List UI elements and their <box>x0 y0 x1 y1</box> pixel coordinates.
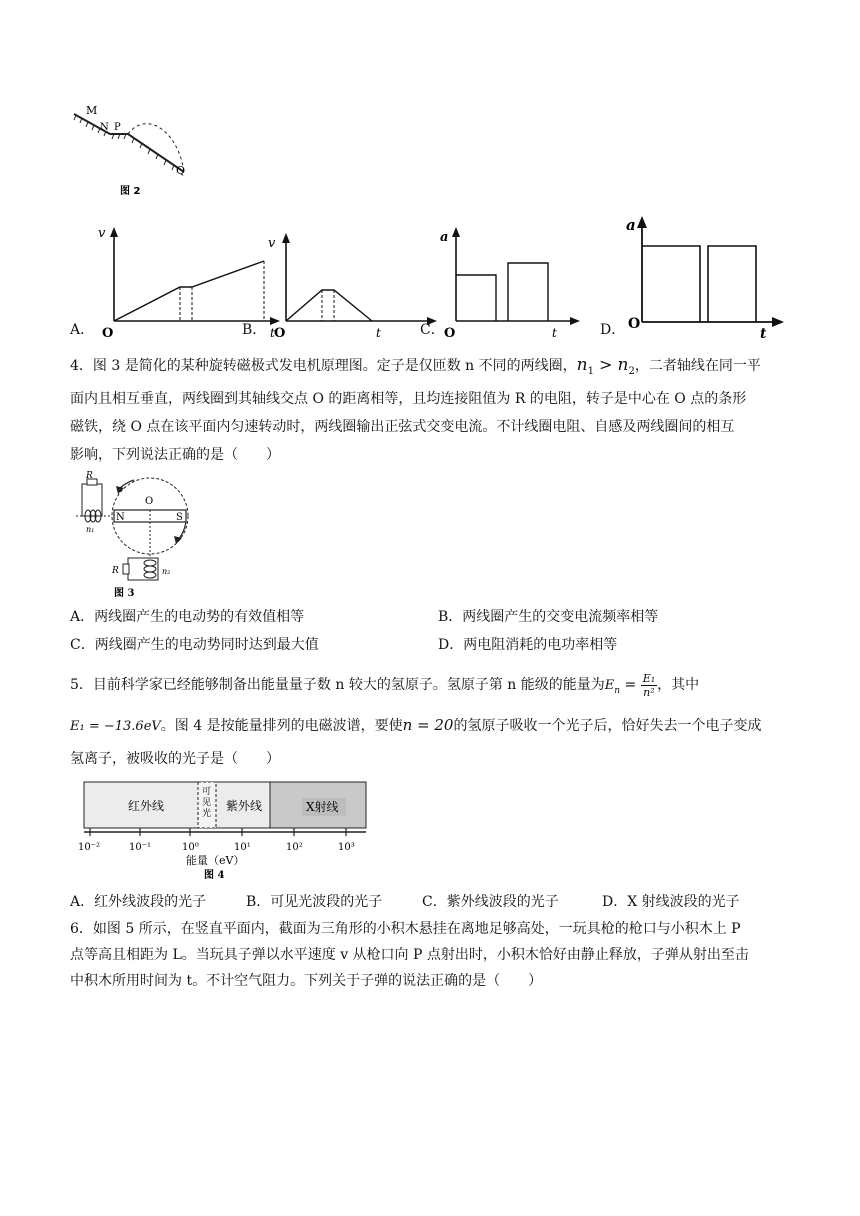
label-N: N <box>100 122 109 133</box>
label-P: P <box>114 122 121 133</box>
graph-A-letter: A． <box>70 322 95 338</box>
graph-C-x-label: t <box>552 326 557 340</box>
q5-option-A[interactable]: A．红外线波段的光子 <box>70 894 207 910</box>
fig3-n2: n₂ <box>162 567 171 576</box>
q5-fraction <box>641 672 657 699</box>
fig3-R-bottom: R <box>112 566 119 576</box>
q5-frac-den: n² <box>643 685 655 699</box>
band-visible-char: 见 <box>202 798 212 808</box>
q5-n20: n = 20 <box>402 716 454 734</box>
fig3-N: N <box>116 512 125 523</box>
graph-B-origin: O <box>274 326 286 341</box>
q4-line3: 磁铁，绕 O 点在该平面内匀速转动时，两线圈输出正弦式交变电流。不计线圈电阻、自感及两线圈间的相互 <box>70 419 735 435</box>
graph-D-x-label: t <box>760 326 767 342</box>
graph-D-letter: D． <box>600 322 626 338</box>
tick-label: 10⁻² <box>78 842 101 853</box>
band-visible-char: 光 <box>202 809 212 819</box>
q5-E1: E₁ = −13.6eV <box>70 719 161 734</box>
q4-n1-sub: 1 <box>587 365 594 377</box>
figure-3 <box>74 470 204 600</box>
q5-line1-pre: 5．目前科学家已经能够制备出能量量子数 n 较大的氢原子。氢原子第 n 能级的能量为 <box>70 677 605 693</box>
graph-A-origin: O <box>102 326 114 341</box>
fig3-S: S <box>176 512 183 523</box>
graph-B-y-label: v <box>268 236 276 251</box>
figure-2-caption: 图 2 <box>120 186 141 197</box>
graph-A-x-label: t <box>270 326 275 340</box>
q6-line2: 点等高且相距为 L。当玩具子弹以水平速度 v 从枪口向 P 点射出时，小积木恰好由静止释放，子弹从射出至击 <box>70 947 749 963</box>
q5-line2 <box>70 716 761 736</box>
q5-option-B[interactable]: B．可见光波段的光子 <box>246 894 383 910</box>
q5-option-D[interactable]: D．X 射线波段的光子 <box>602 894 740 910</box>
graph-D <box>626 212 786 340</box>
figure-4-diagram <box>76 778 376 884</box>
figure-3-caption: 图 3 <box>114 588 135 599</box>
q4-line4: 影响，下列说法正确的是（ ） <box>70 447 280 463</box>
q5-line1-post: ，其中 <box>657 677 700 693</box>
tick-label: 10⁰ <box>182 842 199 853</box>
figure-3-diagram <box>74 470 204 600</box>
graph-C-letter: C． <box>420 322 445 338</box>
q4-line1 <box>70 356 761 381</box>
q4-option-B[interactable]: B．两线圈产生的交变电流频率相等 <box>438 609 659 625</box>
tick-label: 10⁻¹ <box>129 842 152 853</box>
q5-frac-num: E₁ <box>642 671 656 685</box>
q5-line2-rest: 。图 4 是按能量排列的电磁波谱，要使 <box>160 718 403 734</box>
q5-line3: 氢离子，被吸收的光子是（ ） <box>70 751 280 767</box>
graph-C-y-label: a <box>440 230 449 245</box>
q4-option-D[interactable]: D．两电阻消耗的电功率相等 <box>438 637 618 653</box>
figure-4 <box>76 778 376 884</box>
q4-condition <box>576 355 635 377</box>
q4-line2: 面内且相互垂直，两线圈到其轴线交点 O 的距离相等，且均连接阻值为 R 的电阻，转子是中心在 O 点的条形 <box>70 391 747 407</box>
q4-line1-post: ，二者轴线在同一平 <box>634 358 761 374</box>
band-infrared: 红外线 <box>128 799 165 813</box>
figure-2 <box>66 100 196 200</box>
q5-En-sub: n <box>614 685 621 696</box>
q4-n1: n <box>576 355 588 375</box>
q5-En: E <box>604 678 615 693</box>
graph-D-origin: O <box>628 316 641 332</box>
q5-eq: = <box>620 677 641 693</box>
axis-energy-label: 能量（eV） <box>186 854 245 867</box>
band-xray: X射线 <box>306 800 339 814</box>
q5-option-C[interactable]: C．紫外线波段的光子 <box>422 894 559 910</box>
q6-line3: 中积木所用时间为 t。不计空气阻力。下列关于子弹的说法正确的是（ ） <box>70 973 543 989</box>
q5-line1 <box>70 670 699 700</box>
graph-B-letter: B． <box>242 322 267 338</box>
q4-gt: > <box>593 355 618 374</box>
q4-n2: n <box>617 355 629 375</box>
band-visible <box>202 786 211 819</box>
label-M: M <box>86 104 98 117</box>
tick-label: 10² <box>286 842 303 853</box>
q4-option-C[interactable]: C．两线圈产生的电动势同时达到最大值 <box>70 637 319 653</box>
q5-energy-formula <box>604 671 657 699</box>
fig3-n1: n₁ <box>86 525 95 534</box>
label-Q: Q <box>176 164 186 177</box>
q6-line1: 6．如图 5 所示，在竖直平面内，截面为三角形的小积木悬挂在离地足够高处，一玩具枪的枪口与小积木上 P <box>70 921 741 937</box>
tick-label: 10¹ <box>234 842 251 853</box>
q4-line1-pre: 4．图 3 是简化的某种旋转磁极式发电机原理图。定子是仅匝数 n 不同的两线圈， <box>70 358 577 374</box>
band-ultraviolet: 紫外线 <box>226 799 263 813</box>
graph-B-x-label: t <box>376 326 381 340</box>
q4-n2-sub: 2 <box>628 365 635 377</box>
graph-A-y-label: v <box>98 226 106 241</box>
figure-2-diagram <box>66 100 196 200</box>
fig3-O: O <box>145 496 154 507</box>
q5-line2-post: 的氢原子吸收一个光子后，恰好失去一个电子变成 <box>453 718 762 734</box>
figure-4-caption: 图 4 <box>204 870 225 881</box>
graph-C-origin: O <box>444 326 456 341</box>
q4-option-A[interactable]: A．两线圈产生的电动势的有效值相等 <box>70 609 305 625</box>
tick-label: 10³ <box>338 842 355 853</box>
graph-C <box>440 225 590 340</box>
graph-D-y-label: a <box>626 216 636 234</box>
fig3-R-top: R <box>86 471 93 481</box>
band-visible-char: 可 <box>202 787 212 797</box>
graph-B <box>268 225 442 341</box>
